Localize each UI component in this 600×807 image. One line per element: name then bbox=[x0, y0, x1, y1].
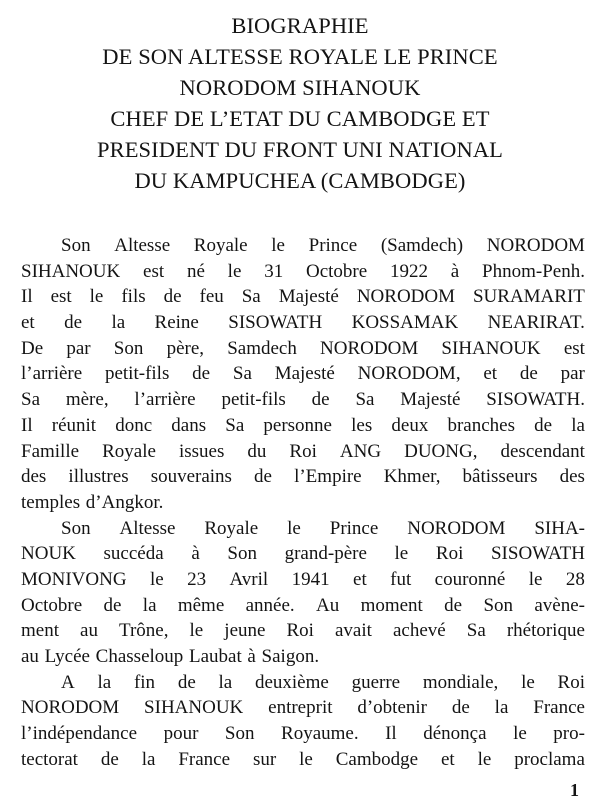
body-word: au bbox=[21, 646, 39, 667]
body-word: NEARIRAT. bbox=[487, 312, 585, 334]
body-word: et bbox=[353, 568, 367, 590]
body-word: Royale bbox=[204, 517, 259, 539]
body-line bbox=[21, 336, 585, 362]
body-word: Prince bbox=[308, 235, 358, 256]
body-word: le bbox=[521, 671, 535, 693]
title-line: CHEF DE L’ETAT DU CAMBODGE ET bbox=[110, 106, 490, 131]
title-line: BIOGRAPHIE bbox=[231, 13, 369, 38]
body-word: du bbox=[247, 440, 267, 462]
body-word: NORODOM bbox=[486, 235, 585, 256]
body-word: couronné bbox=[434, 568, 506, 590]
body-word: temples bbox=[21, 491, 81, 513]
body-word: le bbox=[513, 723, 527, 745]
body-word: grand-père bbox=[284, 543, 367, 565]
body-word: mère, bbox=[65, 389, 109, 411]
body-word: Son bbox=[113, 337, 144, 359]
body-word: moment bbox=[360, 594, 423, 616]
title-line: NORODOM SIHANOUK bbox=[179, 75, 421, 100]
body-line bbox=[21, 310, 585, 336]
body-word: feu bbox=[199, 286, 224, 308]
body-word: réunit bbox=[51, 414, 97, 436]
body-word: avène- bbox=[534, 594, 585, 616]
body-word: SISOWATH bbox=[228, 312, 323, 334]
body-word: SISOWATH bbox=[490, 543, 585, 565]
body-word: De bbox=[21, 337, 44, 359]
body-word: les bbox=[351, 414, 373, 436]
body-word: SIHA- bbox=[534, 517, 585, 539]
body-word: Sa bbox=[225, 414, 245, 436]
body-word: Roi bbox=[557, 671, 585, 693]
body-word: souverains bbox=[150, 466, 232, 488]
body-word: Prince bbox=[329, 517, 379, 539]
body-word: d’obtenir bbox=[357, 697, 428, 719]
body-word: DUONG, bbox=[404, 440, 478, 462]
body-word: SURAMARIT bbox=[472, 286, 585, 308]
body-line bbox=[21, 644, 585, 670]
body-word: fin bbox=[133, 671, 156, 693]
body-word: la bbox=[141, 748, 156, 770]
body-line bbox=[21, 284, 585, 310]
body-word: Chasseloup bbox=[95, 646, 184, 667]
body-word: le bbox=[271, 235, 285, 256]
body-word: Altesse bbox=[114, 235, 171, 256]
body-word: ment bbox=[21, 620, 59, 642]
body-word: illustres bbox=[68, 466, 129, 488]
body-word: est bbox=[143, 260, 165, 282]
body-word: la bbox=[218, 671, 233, 693]
body-line bbox=[21, 259, 585, 285]
body-word: le bbox=[477, 748, 492, 770]
body-word: le bbox=[394, 543, 409, 565]
body-word: la bbox=[571, 414, 585, 436]
body-word: de bbox=[163, 286, 182, 308]
body-word: NORODOM bbox=[21, 697, 120, 719]
body-word: et bbox=[21, 312, 35, 334]
body-word: NOUK bbox=[21, 543, 76, 565]
body-word: KOSSAMAK bbox=[351, 312, 459, 334]
body-word: et bbox=[440, 748, 455, 770]
body-word: 1922 bbox=[389, 260, 428, 282]
body-word: sur bbox=[252, 748, 277, 770]
title-line: PRESIDENT DU FRONT UNI NATIONAL bbox=[96, 137, 504, 162]
body-word: Samdech bbox=[227, 337, 297, 359]
body-word: Il bbox=[21, 414, 33, 436]
body-word: par bbox=[66, 337, 91, 359]
body-word: de bbox=[64, 312, 83, 334]
body-word: de bbox=[177, 671, 196, 693]
body-word: Sa bbox=[21, 389, 40, 411]
body-word: France bbox=[178, 748, 231, 770]
body-word: entreprit bbox=[268, 697, 333, 719]
body-word: descendant bbox=[500, 440, 585, 462]
body-word: personne bbox=[263, 414, 332, 436]
body-word: à bbox=[247, 646, 256, 667]
body-word: Roi bbox=[289, 440, 317, 462]
body-word: Roi bbox=[286, 620, 314, 642]
body-word: à bbox=[191, 543, 200, 565]
body-word: bâtisseurs bbox=[462, 466, 538, 488]
body-word: Il bbox=[385, 723, 397, 745]
body-word: Majesté bbox=[278, 286, 339, 308]
body-line bbox=[21, 593, 585, 619]
body-word: Sa bbox=[232, 363, 252, 385]
body-line bbox=[21, 361, 585, 387]
body-line bbox=[21, 695, 585, 721]
body-word: la bbox=[494, 697, 509, 719]
body-word: proclama bbox=[514, 748, 585, 770]
body-word: même bbox=[177, 594, 225, 616]
body-line bbox=[21, 670, 585, 696]
body-word: mondiale, bbox=[422, 671, 499, 693]
body-word: le bbox=[189, 620, 204, 642]
body-line bbox=[21, 490, 585, 516]
body-word: pro- bbox=[553, 723, 585, 745]
body-word: Famille bbox=[21, 440, 80, 462]
body-word: à bbox=[450, 260, 460, 282]
body-word: le bbox=[227, 260, 242, 282]
body-word: le bbox=[89, 286, 104, 308]
body-line bbox=[21, 387, 585, 413]
body-word: Sa bbox=[355, 389, 375, 411]
body-word: l’arrière bbox=[21, 363, 83, 385]
body-word: de bbox=[254, 466, 272, 488]
body-line bbox=[21, 567, 585, 593]
body-line bbox=[21, 413, 585, 439]
body-word: fut bbox=[390, 568, 412, 590]
body-word: rhétorique bbox=[506, 620, 585, 642]
body-word: Majesté bbox=[274, 363, 335, 385]
body-word: Avril bbox=[229, 568, 269, 590]
body-word: SIHANOUK bbox=[441, 337, 541, 359]
body-word: 23 bbox=[187, 568, 207, 590]
body-word: de bbox=[103, 594, 122, 616]
biography-body bbox=[21, 233, 585, 772]
body-word: Son bbox=[227, 543, 257, 565]
body-word: guerre bbox=[351, 671, 401, 693]
body-word: France bbox=[533, 697, 585, 719]
body-word: issues bbox=[178, 440, 225, 462]
body-line bbox=[21, 439, 585, 465]
body-word: Trône, bbox=[119, 620, 169, 642]
body-word: deux bbox=[391, 414, 429, 436]
body-line bbox=[21, 516, 585, 542]
body-word: 1941 bbox=[291, 568, 330, 590]
body-word: donc bbox=[115, 414, 153, 436]
body-word: de bbox=[519, 363, 538, 385]
body-word: dénonça bbox=[423, 723, 487, 745]
body-word: ANG bbox=[339, 440, 382, 462]
body-word: né bbox=[186, 260, 205, 282]
body-line bbox=[21, 541, 585, 567]
body-line bbox=[21, 747, 585, 773]
body-word: petit-fils bbox=[104, 363, 170, 385]
body-word: l’Empire bbox=[294, 466, 362, 488]
body-word: achevé bbox=[392, 620, 446, 642]
body-word: le bbox=[299, 748, 313, 770]
body-word: Sa bbox=[466, 620, 486, 642]
body-word: Royaume. bbox=[281, 723, 359, 745]
body-word: Saigon. bbox=[261, 646, 320, 667]
body-word: Octobre bbox=[21, 594, 83, 616]
body-word: de bbox=[100, 748, 119, 770]
body-word: le bbox=[149, 568, 164, 590]
body-word: de bbox=[192, 363, 211, 385]
body-word: des bbox=[559, 466, 585, 488]
body-word: jeune bbox=[224, 620, 266, 642]
body-line bbox=[21, 233, 585, 259]
body-word: Phnom-Penh. bbox=[482, 260, 585, 282]
body-word: et bbox=[483, 363, 498, 385]
body-word: au bbox=[80, 620, 98, 642]
body-word: Majesté bbox=[400, 389, 461, 411]
body-word: la bbox=[111, 312, 126, 334]
body-word: 31 bbox=[264, 260, 284, 282]
body-word: est bbox=[563, 337, 585, 359]
body-word: l’indépendance bbox=[21, 723, 138, 745]
page-number: 1 bbox=[570, 780, 579, 800]
body-word: Son bbox=[61, 235, 91, 256]
body-word: Khmer, bbox=[383, 466, 441, 488]
body-word: de bbox=[451, 697, 470, 719]
body-word: année. bbox=[245, 594, 295, 616]
body-word: la bbox=[97, 671, 112, 693]
body-word: NORODOM bbox=[320, 337, 419, 359]
body-word: 28 bbox=[565, 568, 585, 590]
body-word: Lycée bbox=[44, 646, 90, 667]
body-word: petit-fils bbox=[221, 389, 286, 411]
body-word: est bbox=[50, 286, 72, 308]
body-word: avait bbox=[335, 620, 372, 642]
body-word: SIHANOUK bbox=[144, 697, 244, 719]
body-word: père, bbox=[166, 337, 205, 359]
body-word: d’Angkor. bbox=[85, 491, 164, 513]
body-word: de bbox=[534, 414, 553, 436]
body-word: Au bbox=[316, 594, 340, 616]
body-word: (Samdech) bbox=[380, 235, 464, 256]
title-line: DE SON ALTESSE ROYALE LE PRINCE bbox=[102, 44, 498, 69]
body-word: Octobre bbox=[305, 260, 368, 282]
body-word: MONIVONG bbox=[21, 568, 127, 590]
body-word: Son bbox=[483, 594, 514, 616]
body-word: Royale bbox=[193, 235, 248, 256]
body-line bbox=[21, 721, 585, 747]
body-word: Son bbox=[61, 517, 91, 539]
body-word: de bbox=[444, 594, 463, 616]
body-word: branches bbox=[447, 414, 515, 436]
body-word: succéda bbox=[103, 543, 164, 565]
body-word: le bbox=[287, 517, 301, 539]
body-word: SISOWATH. bbox=[486, 389, 585, 411]
body-word: pour bbox=[163, 723, 199, 745]
body-word: la bbox=[142, 594, 157, 616]
body-word: NORODOM bbox=[407, 517, 506, 539]
body-word: Sa bbox=[241, 286, 261, 308]
body-word: Reine bbox=[154, 312, 199, 334]
title-line: DU KAMPUCHEA (CAMBODGE) bbox=[134, 168, 466, 193]
body-word: Laubat bbox=[188, 646, 242, 667]
body-word: fils bbox=[121, 286, 146, 308]
body-word: des bbox=[21, 466, 47, 488]
body-line bbox=[21, 618, 585, 644]
body-word: A bbox=[61, 671, 75, 693]
body-word: tectorat bbox=[21, 748, 78, 770]
body-word: Son bbox=[224, 723, 255, 745]
body-word: Cambodge bbox=[335, 748, 419, 770]
body-word: Roi bbox=[435, 543, 464, 565]
body-word: Il bbox=[21, 286, 33, 308]
biography-title bbox=[20, 10, 580, 196]
body-word: par bbox=[560, 363, 585, 385]
body-line bbox=[21, 464, 585, 490]
body-word: Royale bbox=[102, 440, 156, 462]
body-word: SIHANOUK bbox=[21, 260, 121, 282]
body-word: le bbox=[528, 568, 543, 590]
body-word: l’arrière bbox=[134, 389, 196, 411]
body-word: Altesse bbox=[119, 517, 176, 539]
body-word: NORODOM, bbox=[357, 363, 461, 385]
body-word: dans bbox=[171, 414, 207, 436]
body-word: deuxième bbox=[254, 671, 329, 693]
body-word: de bbox=[311, 389, 330, 411]
body-word: NORODOM bbox=[356, 286, 456, 308]
